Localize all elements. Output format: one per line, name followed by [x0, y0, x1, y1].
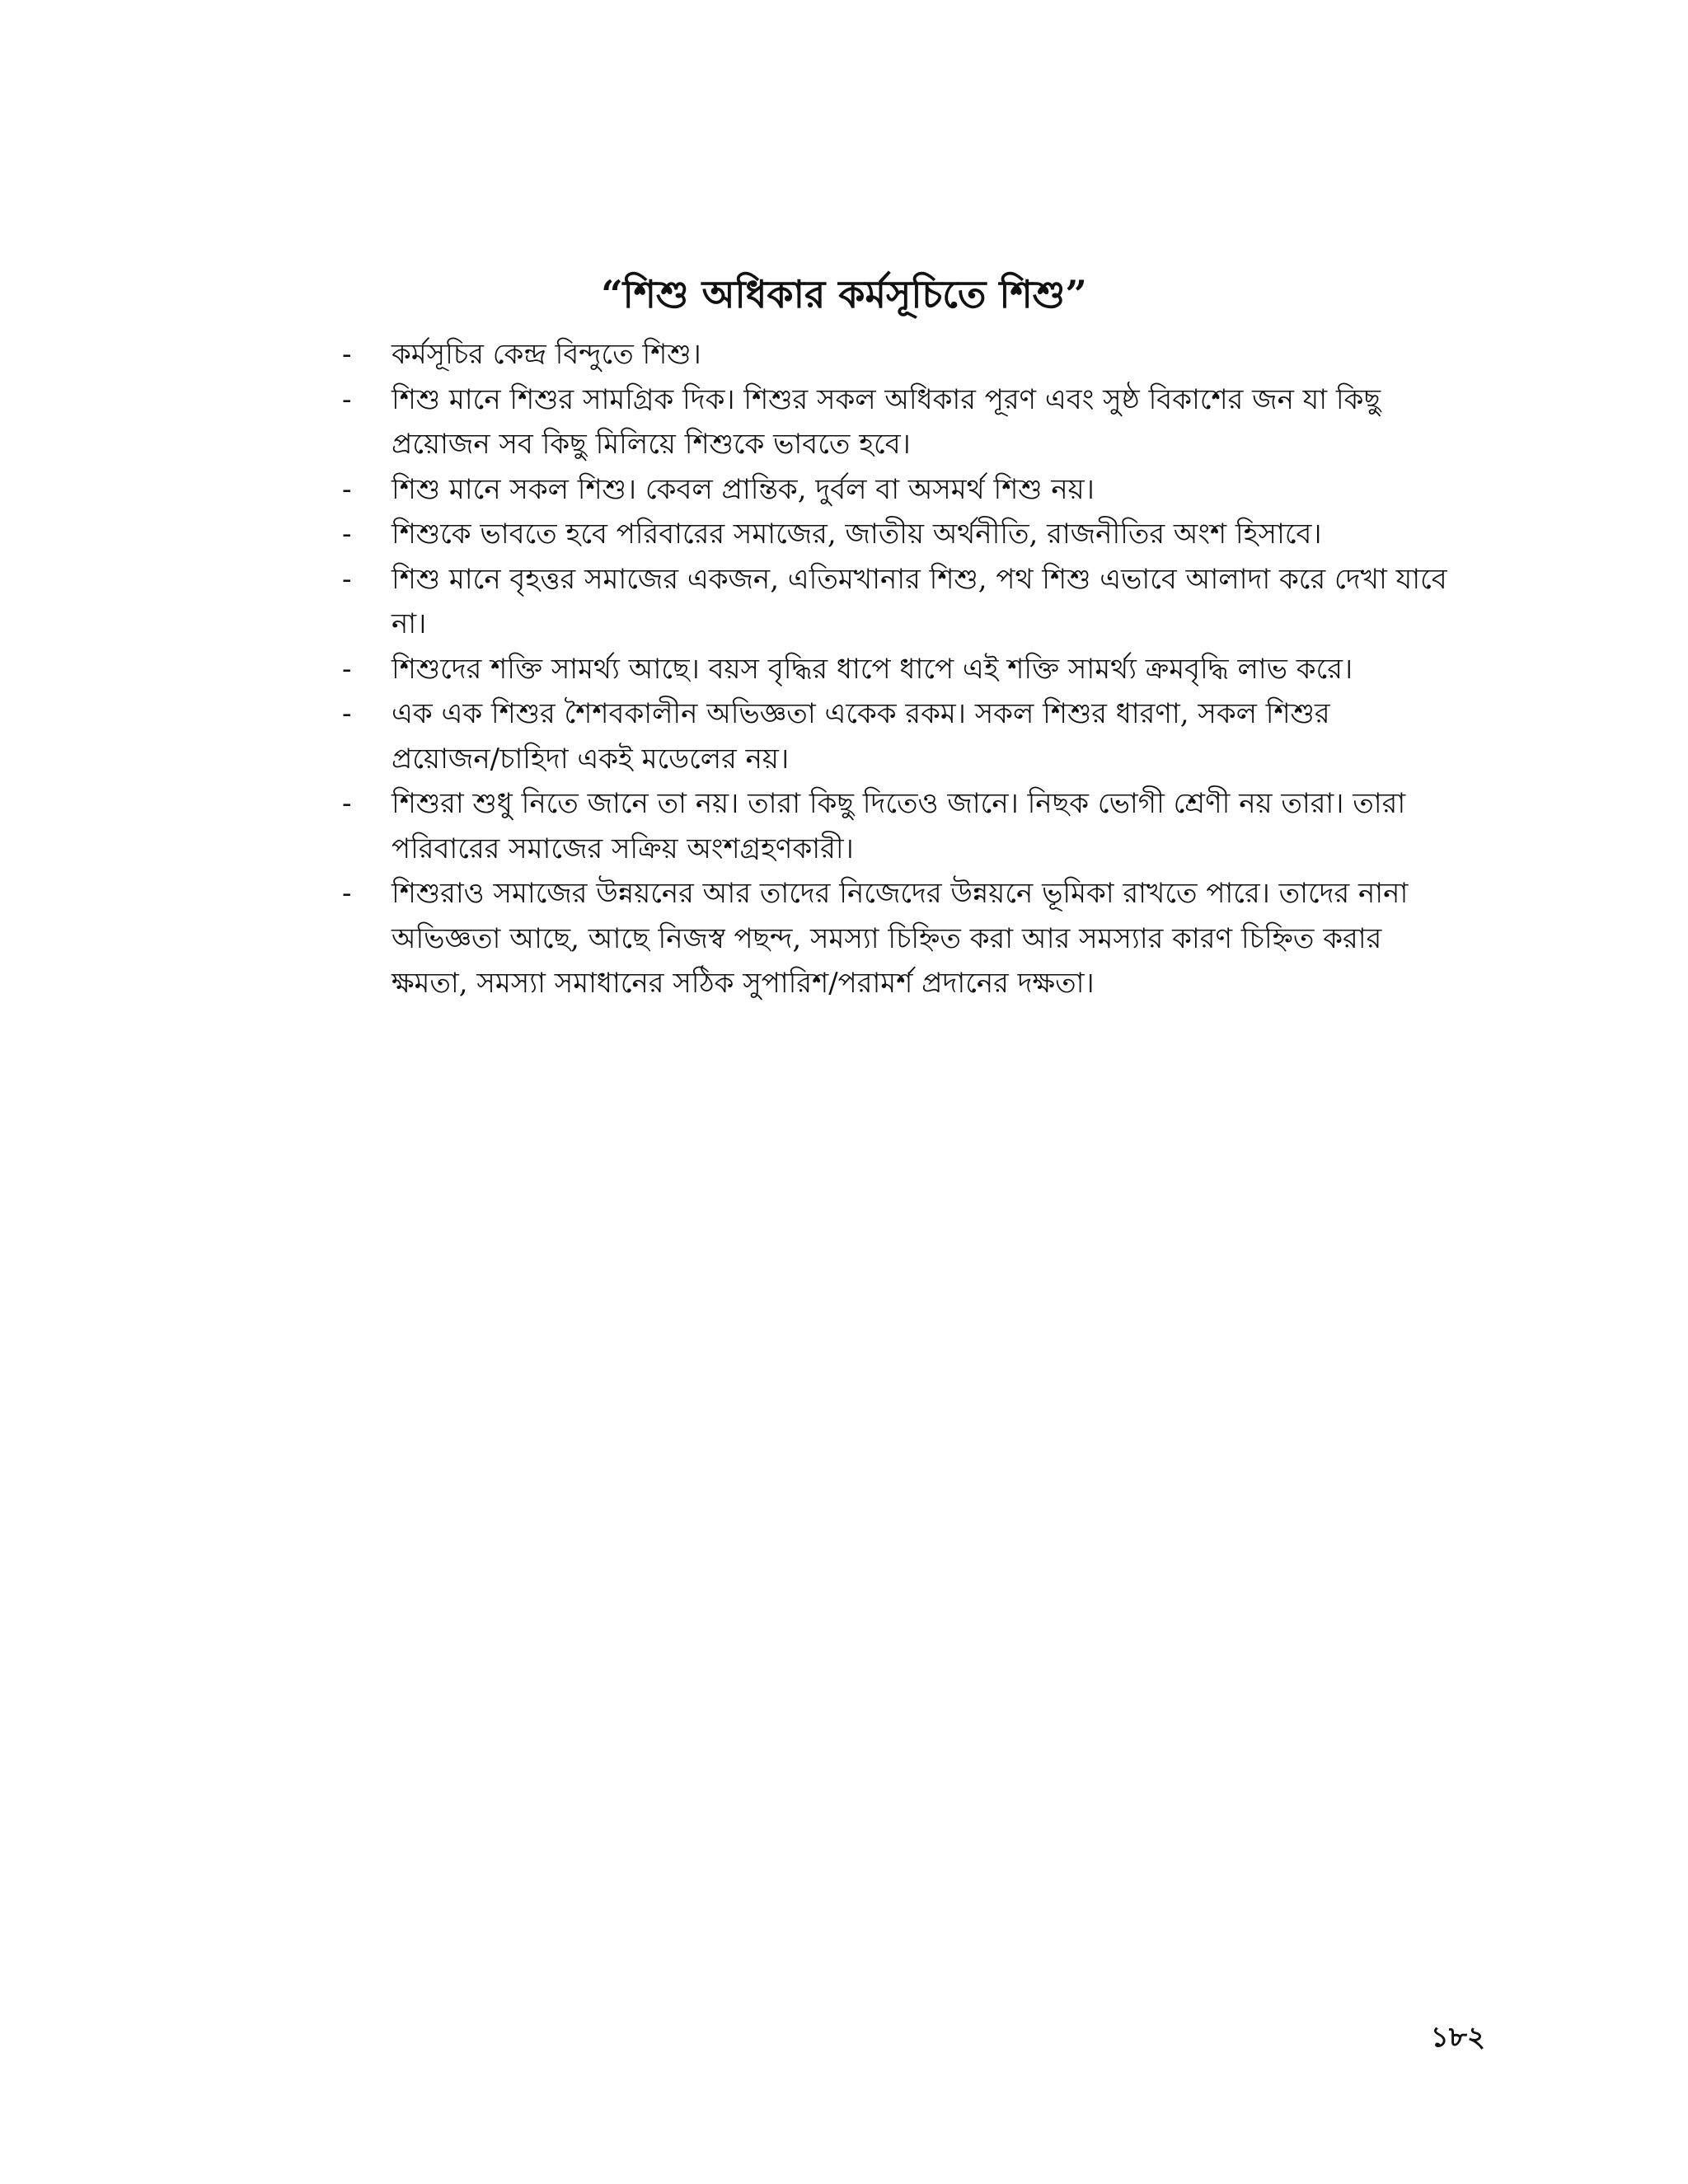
- page-number: ১৮২: [1430, 2021, 1485, 2054]
- list-item: [342, 377, 1496, 467]
- list-item-line: শিশুদের শক্তি সামর্থ্য আছে। বয়স বৃদ্ধির ধাপে ধাপে এই শক্তি সামর্থ্য ক্রমবৃদ্ধি লাভ করে।: [392, 652, 1353, 686]
- list-item-line: পরিবারের সমাজের সক্রিয় অংশগ্রহণকারী।: [392, 832, 854, 865]
- bullet-dash: -: [342, 877, 352, 910]
- list-item-line: শিশুরাও সমাজের উন্নয়নের আর তাদের নিজেদের উন্নয়নে ভূমিকা রাখতে পারে। তাদের নানা: [392, 877, 1409, 910]
- list-item: [342, 871, 1496, 1006]
- list-item: [342, 691, 1496, 781]
- bullet-dash: -: [342, 562, 352, 596]
- bullet-dash: -: [342, 697, 352, 730]
- bullet-dash: -: [342, 338, 352, 371]
- list-item-line: শিশু মানে সকল শিশু। কেবল প্রান্তিক, দুর্বল বা অসমর্থ শিশু নয়।: [392, 472, 1095, 506]
- bullet-dash: -: [342, 518, 352, 551]
- list-item-line: শিশুকে ভাবতে হবে পরিবারের সমাজের, জাতীয় অর্থনীতি, রাজনীতির অংশ হিসাবে।: [392, 518, 1322, 551]
- list-item-line: প্রয়োজন/চাহিদা একই মডেলের নয়।: [392, 742, 790, 776]
- bullet-list: [342, 332, 1496, 1006]
- list-item: [342, 781, 1496, 871]
- list-item: [342, 647, 1496, 692]
- list-item-line: কর্মসূচির কেন্দ্র বিন্দুতে শিশু।: [392, 338, 701, 371]
- list-item: [342, 467, 1496, 513]
- list-item-line: ক্ষমতা, সমস্যা সমাধানের সঠিক সুপারিশ/পরামর্শ প্রদানের দক্ষতা।: [392, 967, 1095, 1000]
- list-item-line: শিশু মানে বৃহত্তর সমাজের একজন, এতিমখানার শিশু, পথ শিশু এভাবে আলাদা করে দেখা যাবে: [392, 562, 1447, 596]
- bullet-dash: -: [342, 787, 352, 820]
- bullet-dash: -: [342, 472, 352, 506]
- list-item-line: প্রয়োজন সব কিছু মিলিয়ে শিশুকে ভাবতে হবে।: [392, 428, 911, 461]
- list-item-line: না।: [392, 607, 427, 640]
- list-item-line: শিশু মানে শিশুর সামগ্রিক দিক। শিশুর সকল অধিকার পূরণ এবং সুষ্ঠ বিকাশের জন যা কিছু: [392, 382, 1381, 416]
- list-item: [342, 332, 1496, 377]
- list-item-line: এক এক শিশুর শৈশবকালীন অভিজ্ঞতা একেক রকম। সকল শিশুর ধারণা, সকল শিশুর: [392, 697, 1330, 730]
- list-item: [342, 512, 1496, 557]
- list-item: [342, 557, 1496, 647]
- list-item-line: অভিজ্ঞতা আছে, আছে নিজস্ব পছন্দ, সমস্যা চিহ্নিত করা আর সমস্যার কারণ চিহ্নিত করার: [392, 921, 1382, 955]
- bullet-dash: -: [342, 652, 352, 686]
- list-item-line: শিশুরা শুধু নিতে জানে তা নয়। তারা কিছু দিতেও জানে। নিছক ভোগী শ্রেণী নয় তারা। তারা: [392, 787, 1406, 820]
- bullet-dash: -: [342, 382, 352, 416]
- document-title: “শিশু অধিকার কর্মসূচিতে শিশু”: [601, 272, 1087, 316]
